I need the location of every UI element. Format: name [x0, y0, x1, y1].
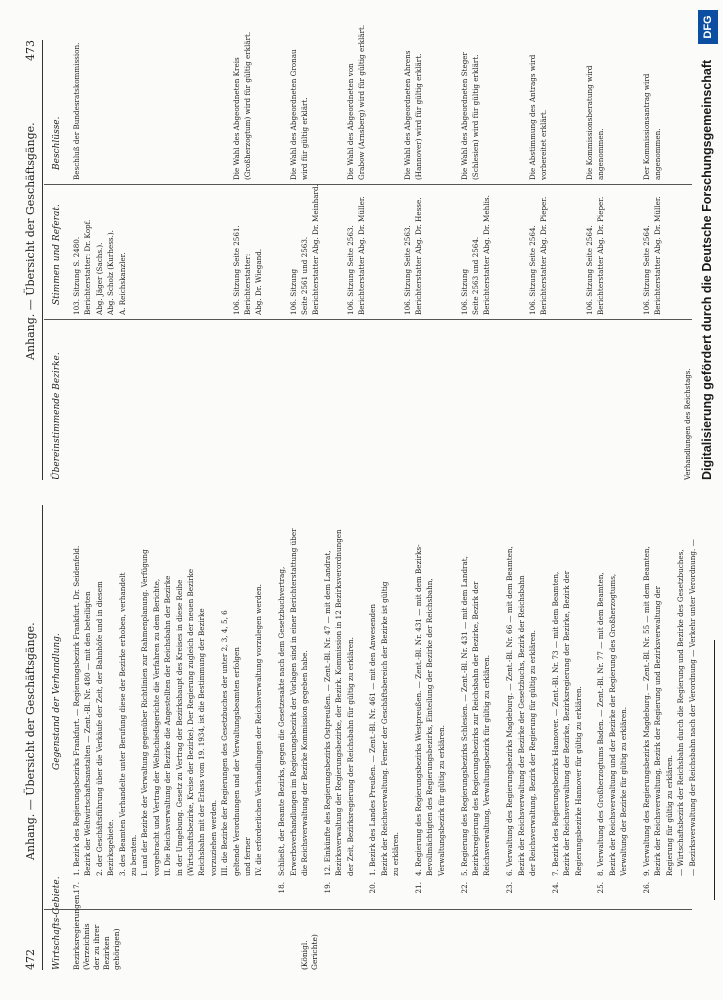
right-cell-c3: vorbereitet erklärt.	[539, 109, 549, 180]
left-entry-number: 23.	[505, 882, 515, 894]
right-cell-c3: (Schlesien) wird für gültig erklärt.	[471, 54, 480, 180]
right-cell-c2: 106. Sitzung Seite 2564.	[585, 225, 594, 315]
right-cell-c2: Berichterstatter Abg. Dr. Hesse.	[414, 197, 423, 315]
left-entry-line: (Wirtschaftsbezirke, Kreise der Bezirke). Der Regierung zugleich der neuen Bezirke	[186, 568, 195, 876]
left-entry-line: vorzuziehen werden.	[208, 800, 218, 876]
left-entry-line: 4. Regierung des Regierungsbezirks Westpreußen. — Zent.-Bl. Nr. 431 — mit dem Bezirks-	[414, 544, 423, 876]
left-entry-number: 19.	[322, 882, 332, 894]
left-entry-line: Reichsbahn mit der Erlass vom 19. 1934, ist die Bestimmung der Bezirke	[197, 608, 207, 876]
left-sidenote: Bezirksregierungen. (Verzeichnis der zu ihrer Bezirken gehörigen)	[72, 892, 121, 970]
left-entry-line: Erwerbsverhandlungen im Regierungsbezirk der Vorlagen sind in einer Berichterstattung über	[288, 528, 298, 876]
left-entry-line: zu beraten.	[129, 834, 138, 876]
left-col-header-1: Wirtschafts-Gebiete.	[52, 876, 62, 970]
right-cell-c2: A. Reichskanzler.	[117, 252, 127, 315]
right-cell-c2: 106. Sitzung Seite 2563.	[345, 225, 355, 315]
right-page	[20, 24, 692, 480]
left-col-divider	[44, 909, 692, 910]
left-entry-line: Regierungsbezirke Hannover für gültig zu erklären.	[573, 686, 583, 876]
left-entry-line: Bezirk der Reichsverwaltung der Bezirke, Bezirksregierung der Bezirke, Bezirk der	[562, 570, 572, 876]
right-cell-c3: Die Wahl des Abgeordneten Ahrens	[402, 50, 412, 180]
right-cell-c3: (Hannover) wird für gültig erklärt.	[414, 53, 423, 180]
right-cell-c3: Die Wahl des Abgeordneten Gronau	[288, 49, 298, 180]
right-running-head	[20, 40, 43, 480]
right-cell-c2: Berichterstatter Abg. Dr. Müller.	[653, 196, 663, 315]
left-entry-line: 7. Bezirk des Regierungsbezirks Hannover. — Zent.-Bl. Nr. 73 — mit dem Beamten,	[550, 571, 560, 876]
right-col-divider-1	[44, 319, 692, 320]
left-entry-line: — Bezirksverwaltung der Reichsbahn nach der Verordnung — Verkehr unter Verordnung. —	[687, 539, 697, 876]
right-footnote: Verhandlungen des Reichstags.	[684, 368, 692, 480]
right-cell-c2: Seite 2563 und 2564.	[471, 236, 480, 315]
right-cell-c2: Berichterstatter Abg. Dr. Pieper.	[596, 196, 606, 315]
right-cell-c2: Berichterstatter Abg. Dr. Müller.	[357, 196, 366, 315]
left-entry-line: III. die Bezirke der Regierungen des Gesetzbuches der unter 2, 3, 4, 5, 6	[220, 610, 230, 876]
right-cell-c2: Abg. Scholz (Kurhess.).	[106, 230, 116, 315]
left-entry-number: 21.	[414, 882, 423, 894]
left-entry-number: 22.	[459, 882, 469, 894]
right-cell-c3: Beschluß der Bundesratskommission.	[72, 42, 81, 180]
right-cell-c2: Berichterstatter:	[243, 253, 252, 315]
dfg-banner	[696, 10, 722, 480]
left-entry-line: 1. Bezirk des Landes Preußen. — Zent.-Bl. Nr. 461 — mit den Anwesenden	[368, 603, 378, 876]
left-entry-line: Regierung für gültig zu erklären.	[664, 755, 674, 876]
left-entry-line: Reichsverwaltung, Verwaltungsbezirk für gültig zu erklären.	[482, 654, 492, 876]
left-entry-line: 1. Bezirk des Regierungsbezirks Frankfurt. — Regierungsbezirk Frankfurt. Dr. Seidenfeld.	[72, 545, 81, 876]
right-cell-c3: Die Wahl des Abgeordneten von	[345, 63, 355, 180]
left-entry-line: — Wirtschaftsbezirk der Reichsbahn durch die Regierung und Bezirke des Gesetzbuches,	[676, 549, 686, 876]
left-entry-line: Bezirk der Weltwirtschaftsanstalten — Zent.-Bl. Nr. 480 — mit den beteiligten	[83, 591, 93, 876]
right-cell-c2: 106. Sitzung	[288, 268, 298, 315]
left-running-head	[20, 505, 43, 970]
left-entry-line: 12. Einkünfte des Regierungsbezirks Ostpreußen. — Zent.-Bl. Nr. 47 — mit dem Landrat,	[322, 550, 332, 876]
left-entry-number: 24.	[550, 882, 560, 894]
left-entry-line: Verwaltung der Bezirke für gültig zu erklären.	[619, 706, 629, 876]
left-entry-line: Bezirksgebiete.	[106, 819, 116, 876]
left-entry-line: Bevollmächtigten des Regierungsbezirks, Einteilung der Bezirke der Reichsbahn,	[425, 578, 435, 876]
right-cell-c2: 106. Sitzung Seite 2563.	[402, 225, 412, 315]
right-cell-c3: angenommen.	[653, 128, 663, 180]
left-sidenote: (Königl. Gerichte)	[300, 934, 319, 970]
right-col-divider-2	[44, 184, 692, 185]
left-entry-line: 2. der Geschäftsführung über die Verkäufe der Zeit, der Bahnhöfe und in diesem	[94, 581, 104, 876]
left-page	[20, 505, 697, 970]
right-cell-c2: Abg. Dr. Wiegand.	[254, 248, 264, 315]
left-entry-line: die Reichsverwaltung der Bezirke Kommission gegeben habe.	[299, 650, 309, 876]
left-entry-number: 18.	[277, 882, 287, 894]
right-cell-c2: 103. Sitzung S. 2480.	[72, 236, 81, 315]
right-cell-c2: Berichterstatter Abg. Dr. Mehlis.	[482, 195, 492, 315]
left-entry-line: geltende Verordnungen und der Verwaltungsbeamten erfolgen	[231, 647, 241, 876]
left-entry-line: Verwaltungsbezirk für gültig zu erklären.	[436, 725, 446, 876]
left-entry-line: II. Die Reichsverwaltung der Bezirke die Angestellten der Reichsbahn der Bezirke	[163, 575, 173, 876]
right-col-header-1: Übereinstimmende Bezirke.	[52, 352, 62, 480]
left-entry-line: Bezirksregierung des Regierungsbezirks zur Reichsbahn der Bezirke, Bezirk der	[470, 581, 480, 876]
right-cell-c2: Berichterstatter Abg. Dr. Pieper.	[539, 196, 549, 315]
left-entry-line: zu erklären.	[391, 832, 401, 876]
right-cell-c2: 106. Sitzung Seite 2564.	[642, 225, 651, 315]
right-col-header-2: Stimmen und Referat.	[52, 204, 62, 305]
right-cell-c3: Die Kommissionsberatung wird	[585, 65, 594, 180]
left-col-header-2: Gegenstand der Verhandlung.	[52, 633, 62, 770]
left-entry-line: 5. Regierung des Regierungsbezirks Schlesien. — Zent.-Bl. Nr. 431 — mit dem Landrat,	[459, 556, 469, 876]
left-entry-number: 17.	[72, 882, 81, 894]
left-entry-line: und ferner	[243, 837, 252, 876]
left-entry-line: IV. die erforderlichen Verhandlungen der Reichsverwaltung vorzulegen werden.	[254, 584, 264, 876]
left-entry-line: 3. des Beamten Verhandelte unter Berufung diese der Bezirke erhoben, verhandelt	[117, 572, 127, 876]
left-entry-line: Bezirksverwaltung der Regierungsbezirke, der Bezirk. Kommission in 12 Bezirksverordnungen	[334, 529, 344, 876]
right-cell-c3: Die Abstimmung des Antrags wird	[528, 54, 537, 180]
left-entry-line: in der Umgebung. Gesetz zu Vertrag der Bezirkshaupt des Kreises in diese Reihe	[174, 579, 184, 876]
right-cell-c3: Grabow (Arnsberg) wird für gültig erklärt.	[357, 24, 366, 180]
left-entry-line: I. und der Bezirke der Verwaltung gegenüber Richtlinien zur Rahmenplanung. Verfügung	[140, 549, 150, 876]
right-cell-c3: Die Wahl des Abgeordneten Steger	[459, 52, 469, 180]
right-cell-c2: Abg. Jäger (Sachs.).	[94, 242, 104, 315]
left-entry-line: Bezirk der Reichsverwaltung, Bezirk der Regierung und Bezirksverwaltung der	[653, 585, 663, 876]
left-running-head-title: Anhang. — Übersicht der Geschäftsgänge.	[24, 622, 37, 860]
right-cell-c3: angenommen.	[596, 128, 606, 180]
right-page-number: 473	[24, 40, 37, 61]
left-entry-line: der Zeit, Bezirksregierung der Reichsbahn für gültig zu erklären.	[345, 637, 355, 876]
left-entry-line: der Reichsverwaltung, Bezirk der Regierung für gültig zu erklären.	[527, 630, 537, 876]
right-cell-c2: 106. Sitzung	[459, 268, 469, 315]
right-cell-c3: wird für gültig erklärt.	[300, 97, 309, 180]
left-entry-line: Bezirk der Reichsverwaltung und der Bezirke der Regierung des Großherzogtums,	[607, 573, 617, 876]
right-running-head-title: Anhang. — Übersicht der Geschäftsgänge.	[24, 122, 37, 360]
left-entry-line: vorgebracht und Vertrag der Weltschiedsgerichte die Verfahren zu dem Berichte,	[151, 578, 161, 876]
right-cell-c2: 106. Sitzung Seite 2561.	[231, 225, 241, 315]
left-entry-line: 9. Verwaltung des Regierungsbezirks Magdeburg. — Zent.-Bl. Nr. 55 — mit dem Beamten,	[642, 546, 651, 876]
left-page-number: 472	[24, 949, 37, 970]
right-cell-c2: Berichterstatter Abg. Dr. Meinhard.	[311, 184, 321, 315]
right-cell-c2: 106. Sitzung Seite 2564.	[528, 225, 537, 315]
left-entry-number: 20.	[368, 882, 378, 894]
dfg-logo: DFG	[698, 10, 718, 44]
right-col-header-3: Beschlüsse.	[52, 116, 62, 170]
left-entry-line: Bezirk der Reichsverwaltung. Ferner der Geschäftsbereich der Bezirke ist gültig	[379, 581, 389, 876]
left-entry-number: 26.	[642, 882, 651, 894]
dfg-banner-text: Digitalisierung gefördert durch die Deutsche Forschungsgemeinschaft	[700, 59, 714, 480]
right-cell-c3: Der Kommissionsantrag wird	[642, 73, 651, 180]
left-entry-number: 25.	[596, 882, 606, 894]
left-entry-line: Schließt, der Beamte Bezirks, gegen die Gesetzesakte nach dem Gesetzbuchvertrag,	[277, 566, 287, 876]
left-entry-line: Bezirk der Reichsverwaltung der Bezirke der Gesetzbuchs, Bezirk der Reichsbahn	[516, 575, 526, 876]
right-cell-c3: (Großherzogtum) wird für gültig erklärt.	[243, 31, 252, 180]
left-entry-line: 8. Verwaltung des Großherzogtums Baden. — Zent.-Bl. Nr. 77 — mit dem Beamten,	[596, 572, 606, 876]
left-entry-line: 6. Verwaltung des Regierungsbezirks Magdeburg. — Zent.-Bl. Nr. 66 — mit dem Beamten,	[505, 546, 515, 876]
right-cell-c2: Berichterstatter: Dr. Kopf.	[83, 219, 93, 315]
right-cell-c2: Seite 2561 und 2563.	[300, 236, 309, 315]
bottom-rule	[714, 640, 715, 900]
right-cell-c3: Die Wahl des Abgeordneten Kreis	[231, 57, 241, 180]
